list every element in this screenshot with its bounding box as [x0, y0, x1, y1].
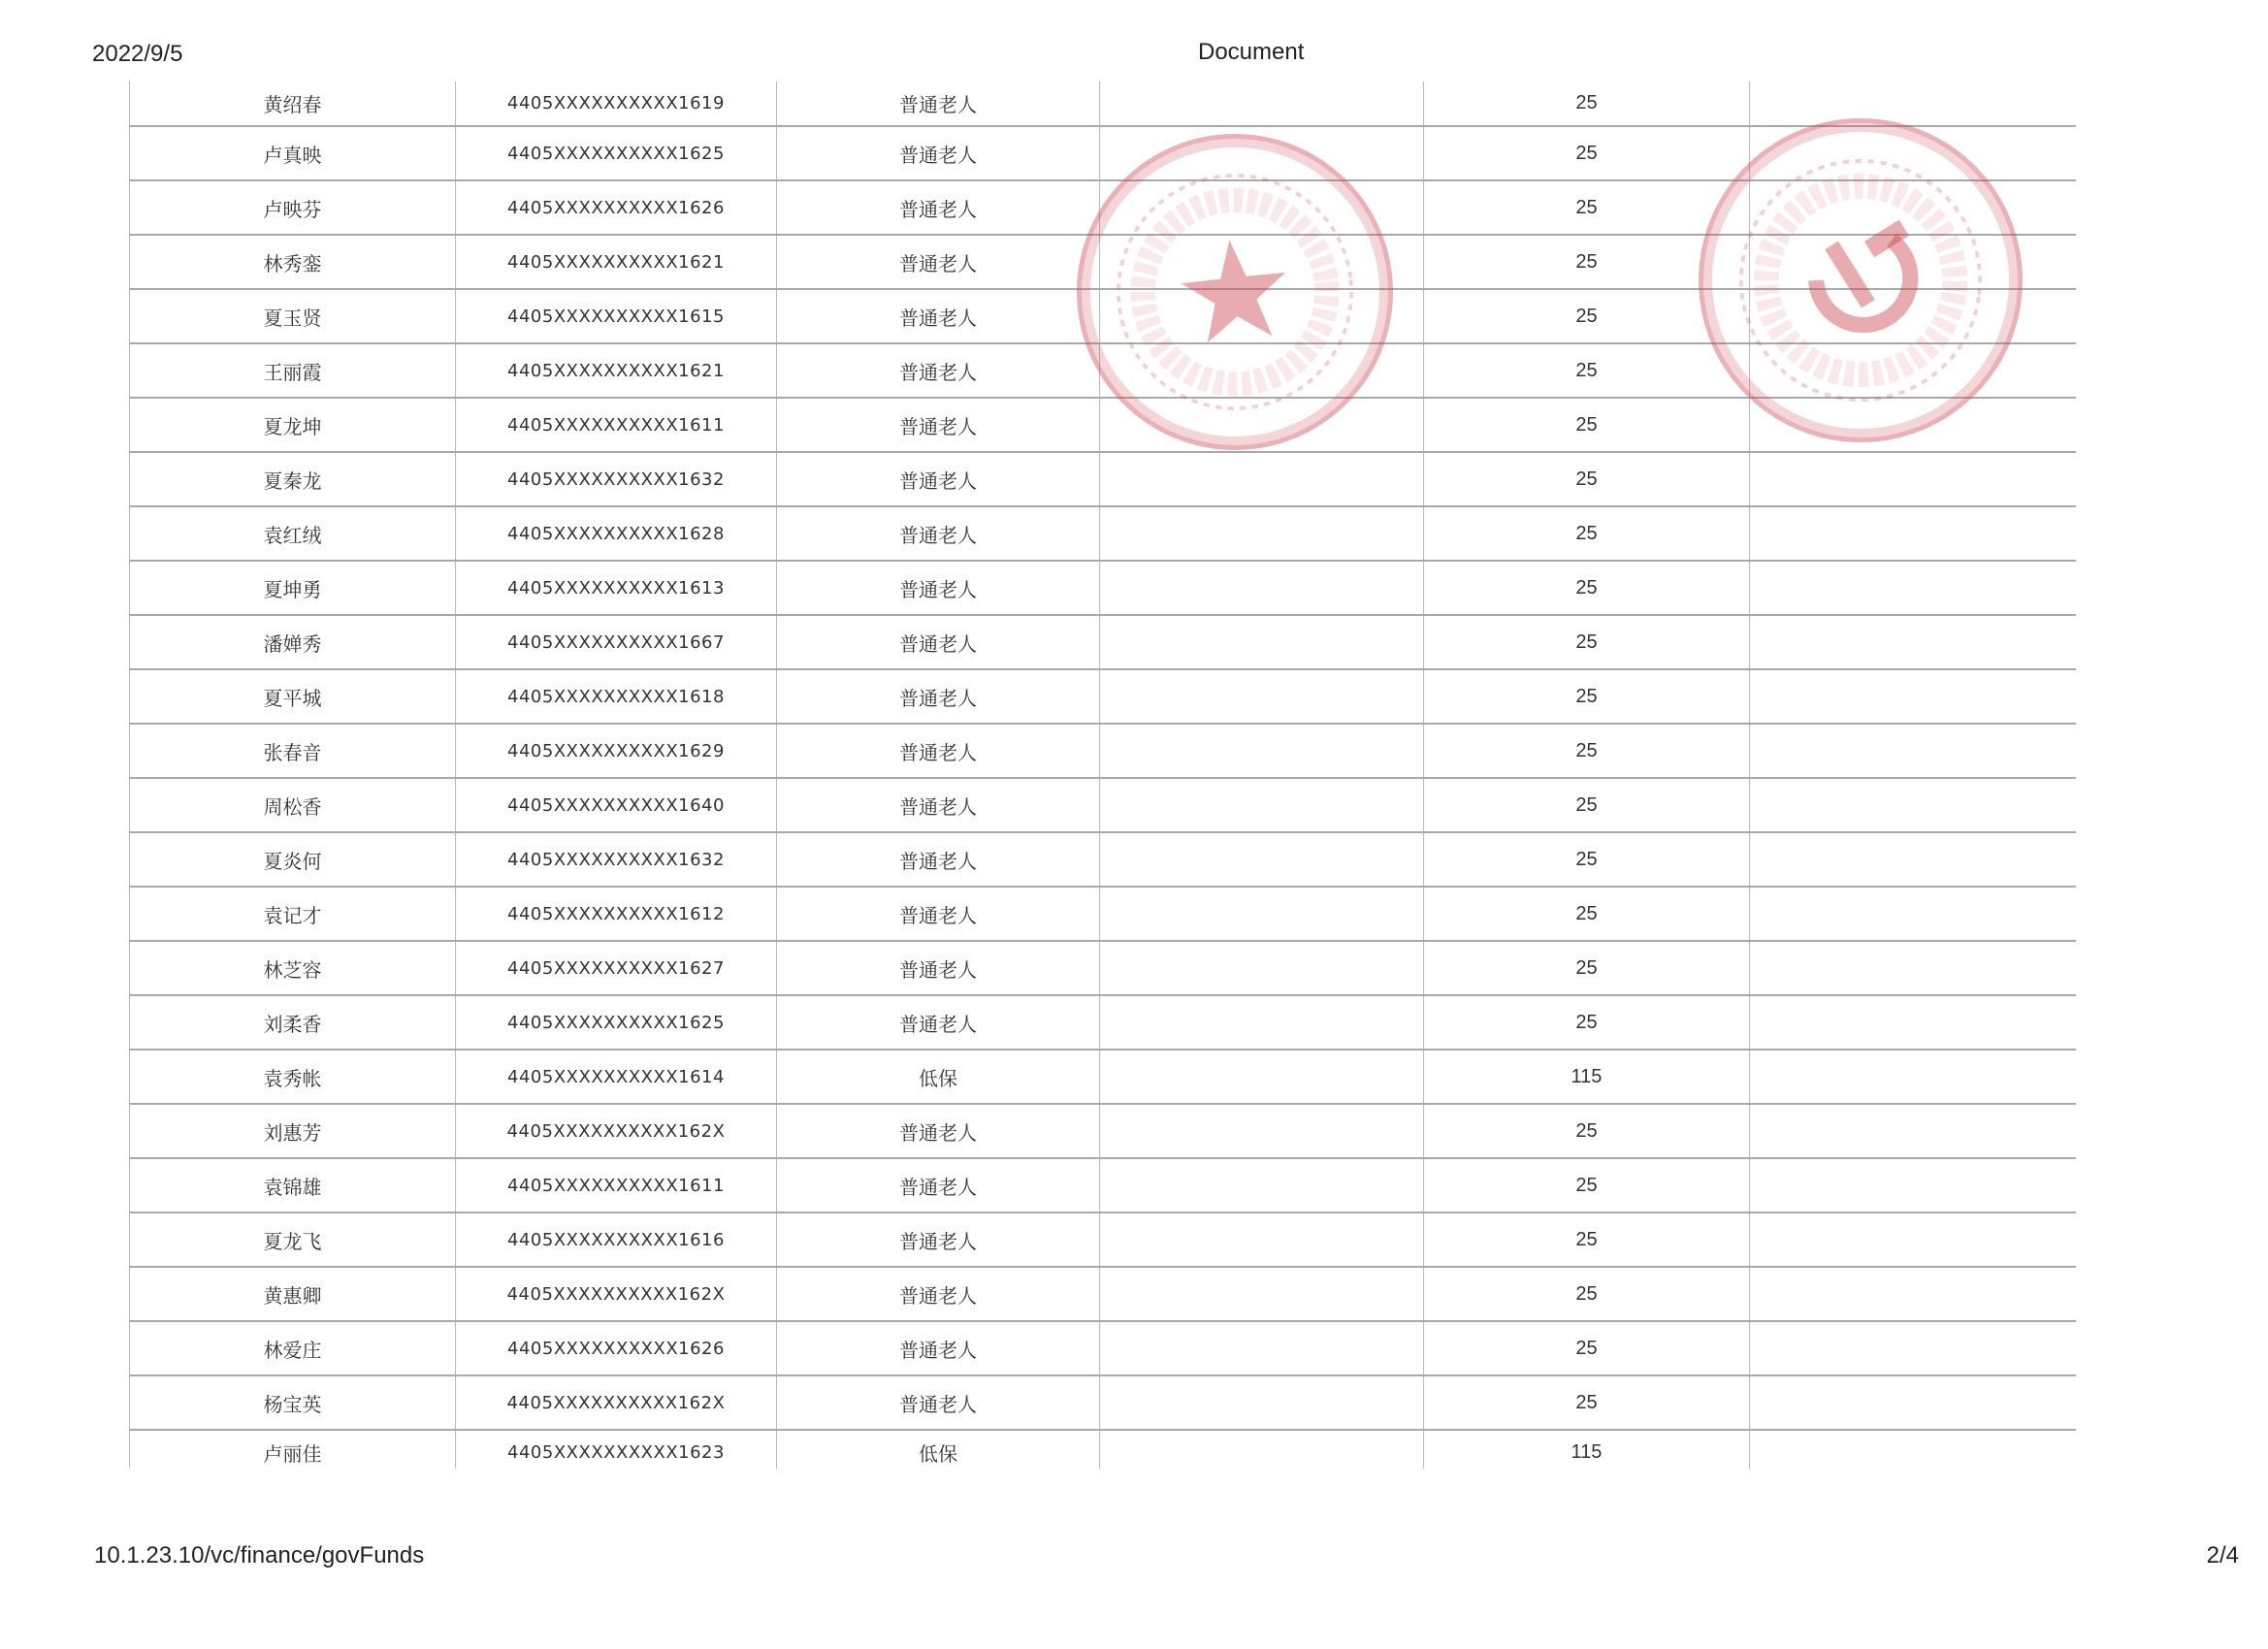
table-row	[130, 561, 2077, 615]
table-row	[130, 1158, 2077, 1212]
remark-cell	[1750, 941, 2077, 995]
name-cell: 夏玉贤	[130, 289, 456, 343]
category-cell: 低保	[777, 1050, 1100, 1104]
remark-cell	[1750, 506, 2077, 561]
remark-cell	[1750, 995, 2077, 1050]
remark-cell	[1750, 724, 2077, 778]
remark-cell	[1750, 180, 2077, 235]
name-cell: 林秀銮	[130, 235, 456, 289]
amount-cell: 25	[1424, 1267, 1750, 1321]
remark-cell	[1750, 1212, 2077, 1267]
table-row	[130, 615, 2077, 669]
blank-cell	[1100, 289, 1424, 343]
name-cell: 卢丽佳	[130, 1430, 456, 1469]
page-number: 2/4	[2206, 1542, 2239, 1568]
subsidy-table	[129, 81, 2076, 1469]
category-cell: 普通老人	[777, 81, 1100, 126]
remark-cell	[1750, 398, 2077, 452]
category-cell: 普通老人	[777, 235, 1100, 289]
table-row	[130, 343, 2077, 398]
remark-cell	[1750, 887, 2077, 941]
category-cell: 普通老人	[777, 1212, 1100, 1267]
id-number-cell: 4405XXXXXXXXXX162X	[456, 1267, 777, 1321]
table-row	[130, 1104, 2077, 1158]
table-row	[130, 778, 2077, 832]
id-number-cell: 4405XXXXXXXXXX1626	[456, 1321, 777, 1375]
blank-cell	[1100, 941, 1424, 995]
blank-cell	[1100, 1430, 1424, 1469]
id-number-cell: 4405XXXXXXXXXX1612	[456, 887, 777, 941]
remark-cell	[1750, 669, 2077, 724]
id-number-cell: 4405XXXXXXXXXX1614	[456, 1050, 777, 1104]
table-row	[130, 724, 2077, 778]
remark-cell	[1750, 832, 2077, 887]
amount-cell: 25	[1424, 615, 1750, 669]
remark-cell	[1750, 343, 2077, 398]
amount-cell: 25	[1424, 669, 1750, 724]
table-row	[130, 235, 2077, 289]
amount-cell: 25	[1424, 561, 1750, 615]
id-number-cell: 4405XXXXXXXXXX1626	[456, 180, 777, 235]
id-number-cell: 4405XXXXXXXXXX1628	[456, 506, 777, 561]
table-row	[130, 995, 2077, 1050]
blank-cell	[1100, 1267, 1424, 1321]
amount-cell: 25	[1424, 452, 1750, 506]
table-row	[130, 832, 2077, 887]
id-number-cell: 4405XXXXXXXXXX1627	[456, 941, 777, 995]
remark-cell	[1750, 1104, 2077, 1158]
blank-cell	[1100, 724, 1424, 778]
name-cell: 林爱庄	[130, 1321, 456, 1375]
remark-cell	[1750, 81, 2077, 126]
table-row	[130, 1267, 2077, 1321]
name-cell: 林芝容	[130, 941, 456, 995]
blank-cell	[1100, 506, 1424, 561]
id-number-cell: 4405XXXXXXXXXX1625	[456, 995, 777, 1050]
table-row	[130, 452, 2077, 506]
category-cell: 普通老人	[777, 724, 1100, 778]
amount-cell: 25	[1424, 180, 1750, 235]
category-cell: 普通老人	[777, 1321, 1100, 1375]
table-row	[130, 180, 2077, 235]
category-cell: 低保	[777, 1430, 1100, 1469]
blank-cell	[1100, 398, 1424, 452]
blank-cell	[1100, 343, 1424, 398]
table-row	[130, 289, 2077, 343]
remark-cell	[1750, 126, 2077, 180]
name-cell: 夏龙飞	[130, 1212, 456, 1267]
amount-cell: 25	[1424, 289, 1750, 343]
blank-cell	[1100, 452, 1424, 506]
blank-cell	[1100, 1212, 1424, 1267]
category-cell: 普通老人	[777, 343, 1100, 398]
amount-cell: 115	[1424, 1430, 1750, 1469]
amount-cell: 25	[1424, 506, 1750, 561]
name-cell: 刘惠芳	[130, 1104, 456, 1158]
name-cell: 周松香	[130, 778, 456, 832]
category-cell: 普通老人	[777, 832, 1100, 887]
name-cell: 王丽霞	[130, 343, 456, 398]
remark-cell	[1750, 452, 2077, 506]
category-cell: 普通老人	[777, 506, 1100, 561]
name-cell: 袁秀帐	[130, 1050, 456, 1104]
category-cell: 普通老人	[777, 995, 1100, 1050]
amount-cell: 25	[1424, 235, 1750, 289]
page-url: 10.1.23.10/vc/finance/govFunds	[94, 1542, 425, 1568]
id-number-cell: 4405XXXXXXXXXX1640	[456, 778, 777, 832]
table-row	[130, 1321, 2077, 1375]
amount-cell: 25	[1424, 398, 1750, 452]
category-cell: 普通老人	[777, 1267, 1100, 1321]
name-cell: 袁锦雄	[130, 1158, 456, 1212]
name-cell: 黄绍春	[130, 81, 456, 126]
remark-cell	[1750, 1050, 2077, 1104]
table-row	[130, 81, 2077, 126]
name-cell: 刘柔香	[130, 995, 456, 1050]
blank-cell	[1100, 126, 1424, 180]
remark-cell	[1750, 235, 2077, 289]
table-row	[130, 506, 2077, 561]
table-row	[130, 887, 2077, 941]
id-number-cell: 4405XXXXXXXXXX1611	[456, 1158, 777, 1212]
name-cell: 卢映芬	[130, 180, 456, 235]
amount-cell: 25	[1424, 126, 1750, 180]
name-cell: 黄惠卿	[130, 1267, 456, 1321]
category-cell: 普通老人	[777, 615, 1100, 669]
table-row	[130, 1212, 2077, 1267]
name-cell: 卢真映	[130, 126, 456, 180]
amount-cell: 25	[1424, 724, 1750, 778]
blank-cell	[1100, 561, 1424, 615]
id-number-cell: 4405XXXXXXXXXX1621	[456, 343, 777, 398]
id-number-cell: 4405XXXXXXXXXX1625	[456, 126, 777, 180]
blank-cell	[1100, 887, 1424, 941]
amount-cell: 25	[1424, 995, 1750, 1050]
amount-cell: 25	[1424, 1375, 1750, 1430]
name-cell: 夏平城	[130, 669, 456, 724]
id-number-cell: 4405XXXXXXXXXX1621	[456, 235, 777, 289]
id-number-cell: 4405XXXXXXXXXX1611	[456, 398, 777, 452]
blank-cell	[1100, 180, 1424, 235]
table-row	[130, 398, 2077, 452]
category-cell: 普通老人	[777, 1375, 1100, 1430]
category-cell: 普通老人	[777, 561, 1100, 615]
blank-cell	[1100, 1050, 1424, 1104]
amount-cell: 25	[1424, 1212, 1750, 1267]
id-number-cell: 4405XXXXXXXXXX1667	[456, 615, 777, 669]
print-date: 2022/9/5	[92, 41, 183, 67]
remark-cell	[1750, 1158, 2077, 1212]
blank-cell	[1100, 1104, 1424, 1158]
id-number-cell: 4405XXXXXXXXXX1615	[456, 289, 777, 343]
name-cell: 张春音	[130, 724, 456, 778]
blank-cell	[1100, 1158, 1424, 1212]
amount-cell: 25	[1424, 832, 1750, 887]
name-cell: 夏龙坤	[130, 398, 456, 452]
table-row	[130, 669, 2077, 724]
amount-cell: 25	[1424, 887, 1750, 941]
remark-cell	[1750, 1430, 2077, 1469]
id-number-cell: 4405XXXXXXXXXX1632	[456, 452, 777, 506]
id-number-cell: 4405XXXXXXXXXX162X	[456, 1104, 777, 1158]
blank-cell	[1100, 81, 1424, 126]
category-cell: 普通老人	[777, 1104, 1100, 1158]
table-row	[130, 1050, 2077, 1104]
id-number-cell: 4405XXXXXXXXXX1616	[456, 1212, 777, 1267]
category-cell: 普通老人	[777, 778, 1100, 832]
blank-cell	[1100, 615, 1424, 669]
blank-cell	[1100, 1321, 1424, 1375]
remark-cell	[1750, 1375, 2077, 1430]
remark-cell	[1750, 561, 2077, 615]
page-title: Document	[1198, 39, 1305, 65]
subsidy-table-container	[129, 81, 2076, 1469]
table-row	[130, 941, 2077, 995]
amount-cell: 25	[1424, 941, 1750, 995]
remark-cell	[1750, 778, 2077, 832]
remark-cell	[1750, 289, 2077, 343]
id-number-cell: 4405XXXXXXXXXX1623	[456, 1430, 777, 1469]
id-number-cell: 4405XXXXXXXXXX1629	[456, 724, 777, 778]
amount-cell: 115	[1424, 1050, 1750, 1104]
id-number-cell: 4405XXXXXXXXXX1618	[456, 669, 777, 724]
remark-cell	[1750, 615, 2077, 669]
id-number-cell: 4405XXXXXXXXXX162X	[456, 1375, 777, 1430]
blank-cell	[1100, 235, 1424, 289]
category-cell: 普通老人	[777, 1158, 1100, 1212]
blank-cell	[1100, 669, 1424, 724]
id-number-cell: 4405XXXXXXXXXX1632	[456, 832, 777, 887]
remark-cell	[1750, 1267, 2077, 1321]
name-cell: 袁记才	[130, 887, 456, 941]
amount-cell: 25	[1424, 1321, 1750, 1375]
amount-cell: 25	[1424, 1104, 1750, 1158]
category-cell: 普通老人	[777, 941, 1100, 995]
category-cell: 普通老人	[777, 126, 1100, 180]
name-cell: 杨宝英	[130, 1375, 456, 1430]
table-row	[130, 126, 2077, 180]
name-cell: 夏秦龙	[130, 452, 456, 506]
blank-cell	[1100, 995, 1424, 1050]
category-cell: 普通老人	[777, 289, 1100, 343]
remark-cell	[1750, 1321, 2077, 1375]
id-number-cell: 4405XXXXXXXXXX1619	[456, 81, 777, 126]
table-row	[130, 1375, 2077, 1430]
name-cell: 袁红绒	[130, 506, 456, 561]
table-body	[130, 81, 2077, 1469]
category-cell: 普通老人	[777, 398, 1100, 452]
table-row	[130, 1430, 2077, 1469]
amount-cell: 25	[1424, 778, 1750, 832]
blank-cell	[1100, 1375, 1424, 1430]
amount-cell: 25	[1424, 1158, 1750, 1212]
category-cell: 普通老人	[777, 887, 1100, 941]
blank-cell	[1100, 778, 1424, 832]
amount-cell: 25	[1424, 81, 1750, 126]
name-cell: 夏炎何	[130, 832, 456, 887]
id-number-cell: 4405XXXXXXXXXX1613	[456, 561, 777, 615]
category-cell: 普通老人	[777, 452, 1100, 506]
name-cell: 夏坤勇	[130, 561, 456, 615]
amount-cell: 25	[1424, 343, 1750, 398]
category-cell: 普通老人	[777, 669, 1100, 724]
blank-cell	[1100, 832, 1424, 887]
category-cell: 普通老人	[777, 180, 1100, 235]
name-cell: 潘婵秀	[130, 615, 456, 669]
